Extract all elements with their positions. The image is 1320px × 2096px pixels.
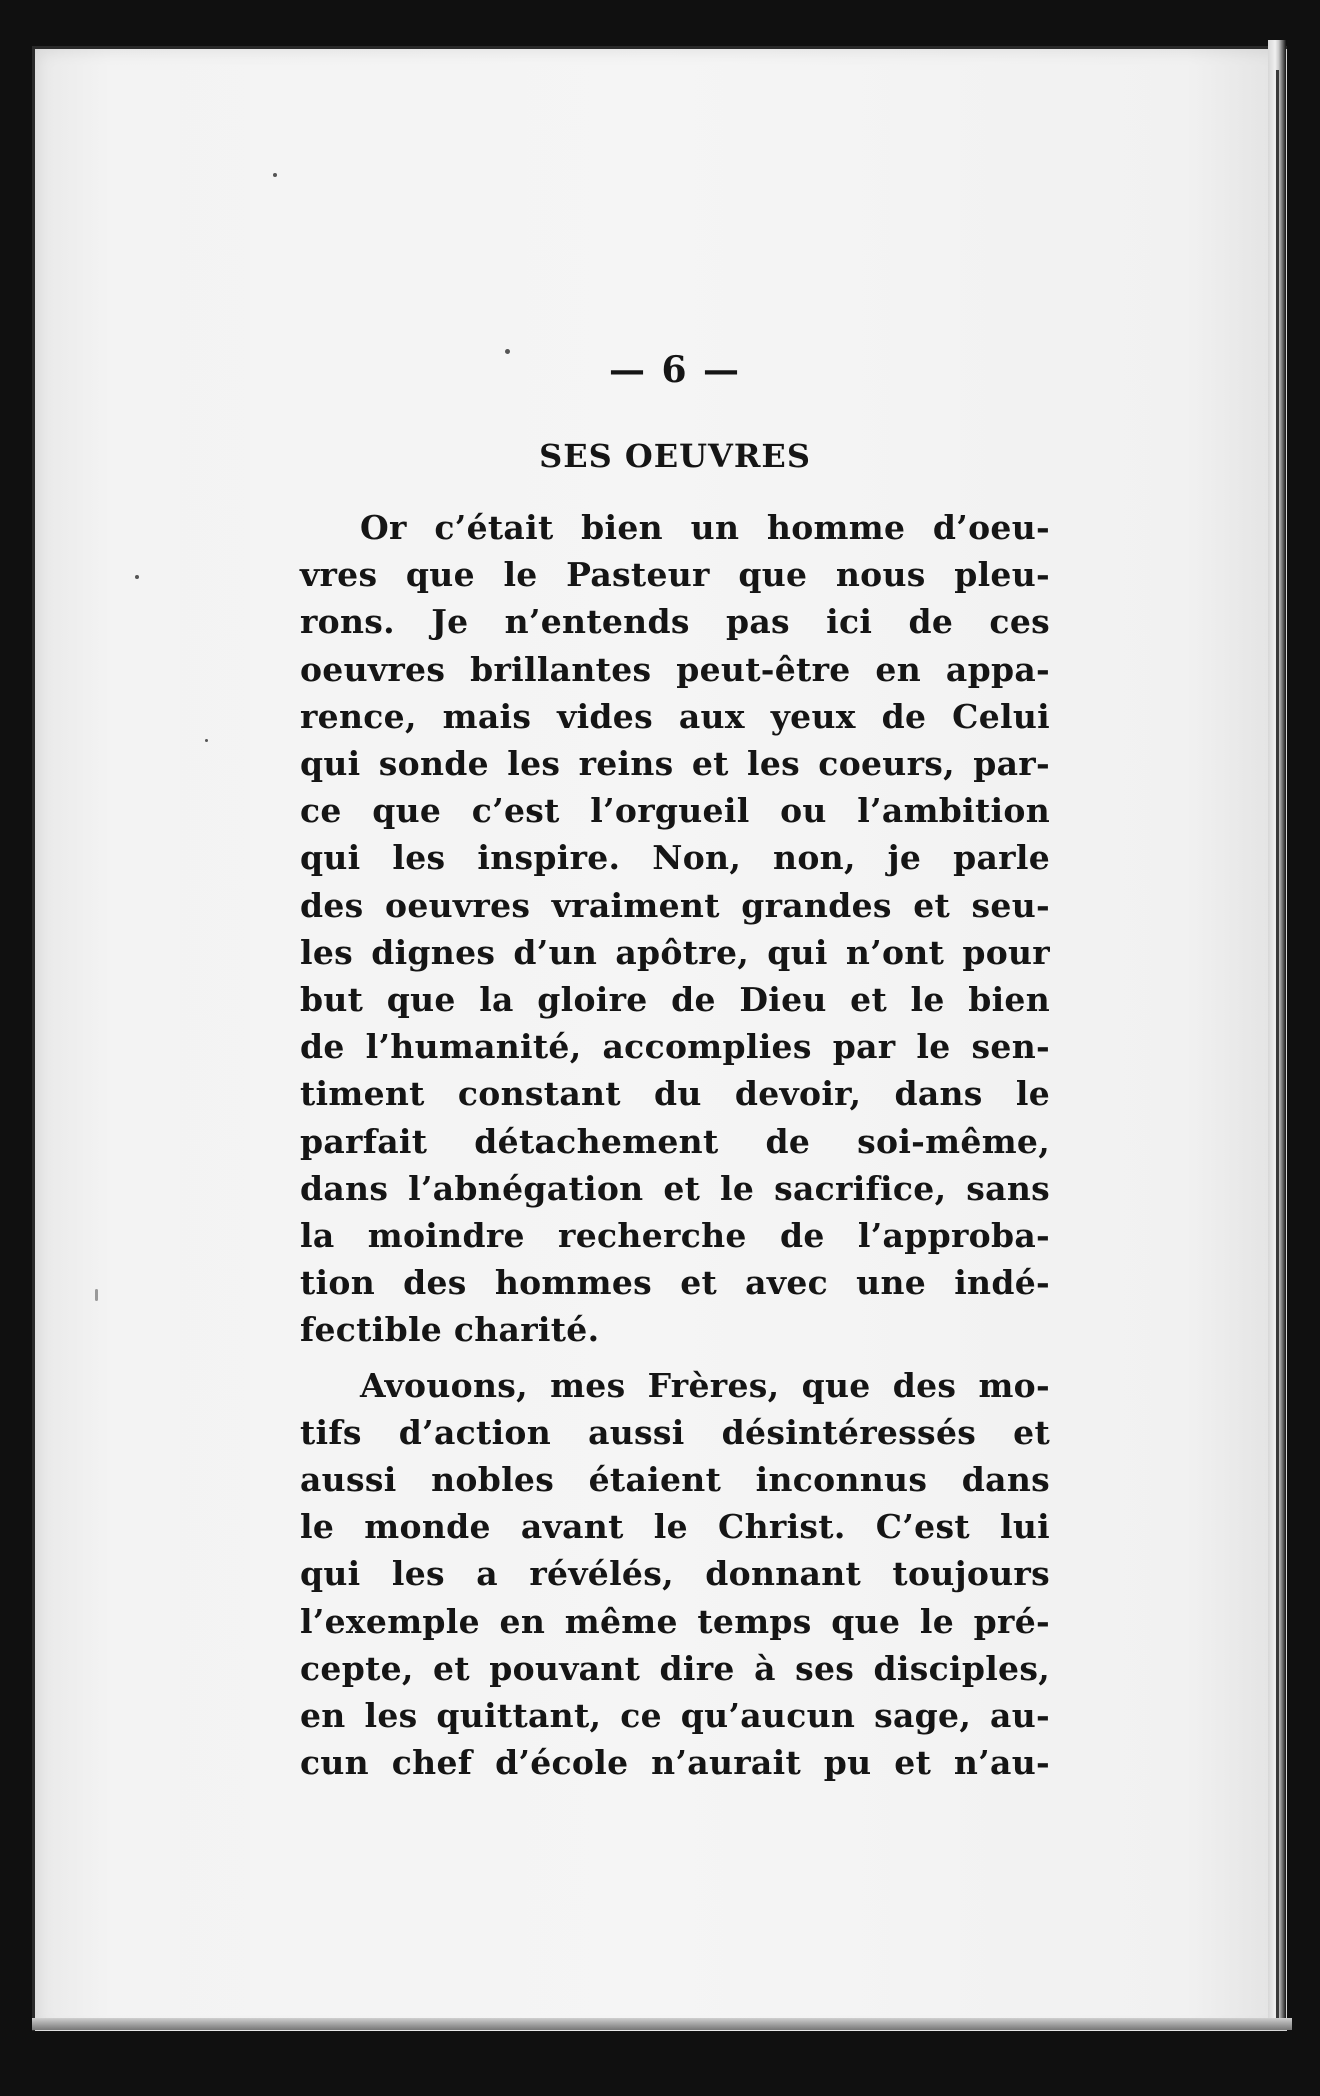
- text-line: dans l’abnégation et le sacrifice, sans: [300, 1168, 1050, 1208]
- text-line: la moindre recherche de l’approba-: [300, 1216, 1050, 1256]
- text-line: fectible charité.: [300, 1310, 600, 1350]
- text-line: l’exemple en même temps que le pré-: [300, 1601, 1050, 1641]
- spine-line: [1276, 70, 1279, 2030]
- text-line: le monde avant le Christ. C’est lui: [300, 1507, 1050, 1547]
- text-line: des oeuvres vraiment grandes et seu-: [300, 885, 1050, 925]
- text-line: tion des hommes et avec une indé-: [300, 1263, 1050, 1303]
- text-line: qui sonde les reins et les coeurs, par-: [300, 744, 1050, 784]
- text-line: rons. Je n’entends pas ici de ces: [300, 602, 1050, 642]
- text-line: aussi nobles étaient inconnus dans: [300, 1460, 1050, 1500]
- dust-speck: [205, 739, 208, 742]
- dust-speck: [135, 575, 139, 579]
- text-line: les dignes d’un apôtre, qui n’ont pour: [300, 932, 1050, 972]
- text-line: tifs d’action aussi désintéressés et: [300, 1412, 1050, 1452]
- text-line: cepte, et pouvant dire à ses disciples,: [300, 1648, 1050, 1688]
- text-line: but que la gloire de Dieu et le bien: [300, 980, 1050, 1020]
- text-line: qui les inspire. Non, non, je parle: [300, 838, 1050, 878]
- text-line: Avouons, mes Frères, que des mo-: [360, 1365, 1050, 1405]
- page-number: — 6 —: [608, 349, 742, 391]
- paragraph-1: [300, 504, 1050, 1354]
- text-line: cun chef d’école n’aurait pu et n’au-: [300, 1743, 1050, 1783]
- dust-speck: [95, 1289, 98, 1301]
- section-heading: SES OEUVRES: [539, 437, 811, 475]
- text-line: de l’humanité, accomplies par le sen-: [300, 1027, 1050, 1067]
- text-line: timent constant du devoir, dans le: [300, 1074, 1050, 1114]
- text-line: vres que le Pasteur que nous pleu-: [300, 555, 1050, 595]
- text-line: rence, mais vides aux yeux de Celui: [300, 696, 1050, 736]
- bottom-edge: [32, 2018, 1292, 2030]
- dust-speck: [273, 173, 277, 177]
- text-line: parfait détachement de soi-même,: [300, 1121, 1050, 1161]
- page-content: [300, 340, 1050, 1786]
- text-line: ce que c’est l’orgueil ou l’ambition: [300, 791, 1050, 831]
- text-line: qui les a révélés, donnant toujours: [300, 1554, 1050, 1594]
- text-line: oeuvres brillantes peut-être en appa-: [300, 649, 1050, 689]
- text-line: Or c’était bien un homme d’oeu-: [360, 508, 1050, 547]
- text-line: en les quittant, ce qu’aucun sage, au-: [300, 1696, 1050, 1736]
- paragraph-2: [300, 1362, 1050, 1787]
